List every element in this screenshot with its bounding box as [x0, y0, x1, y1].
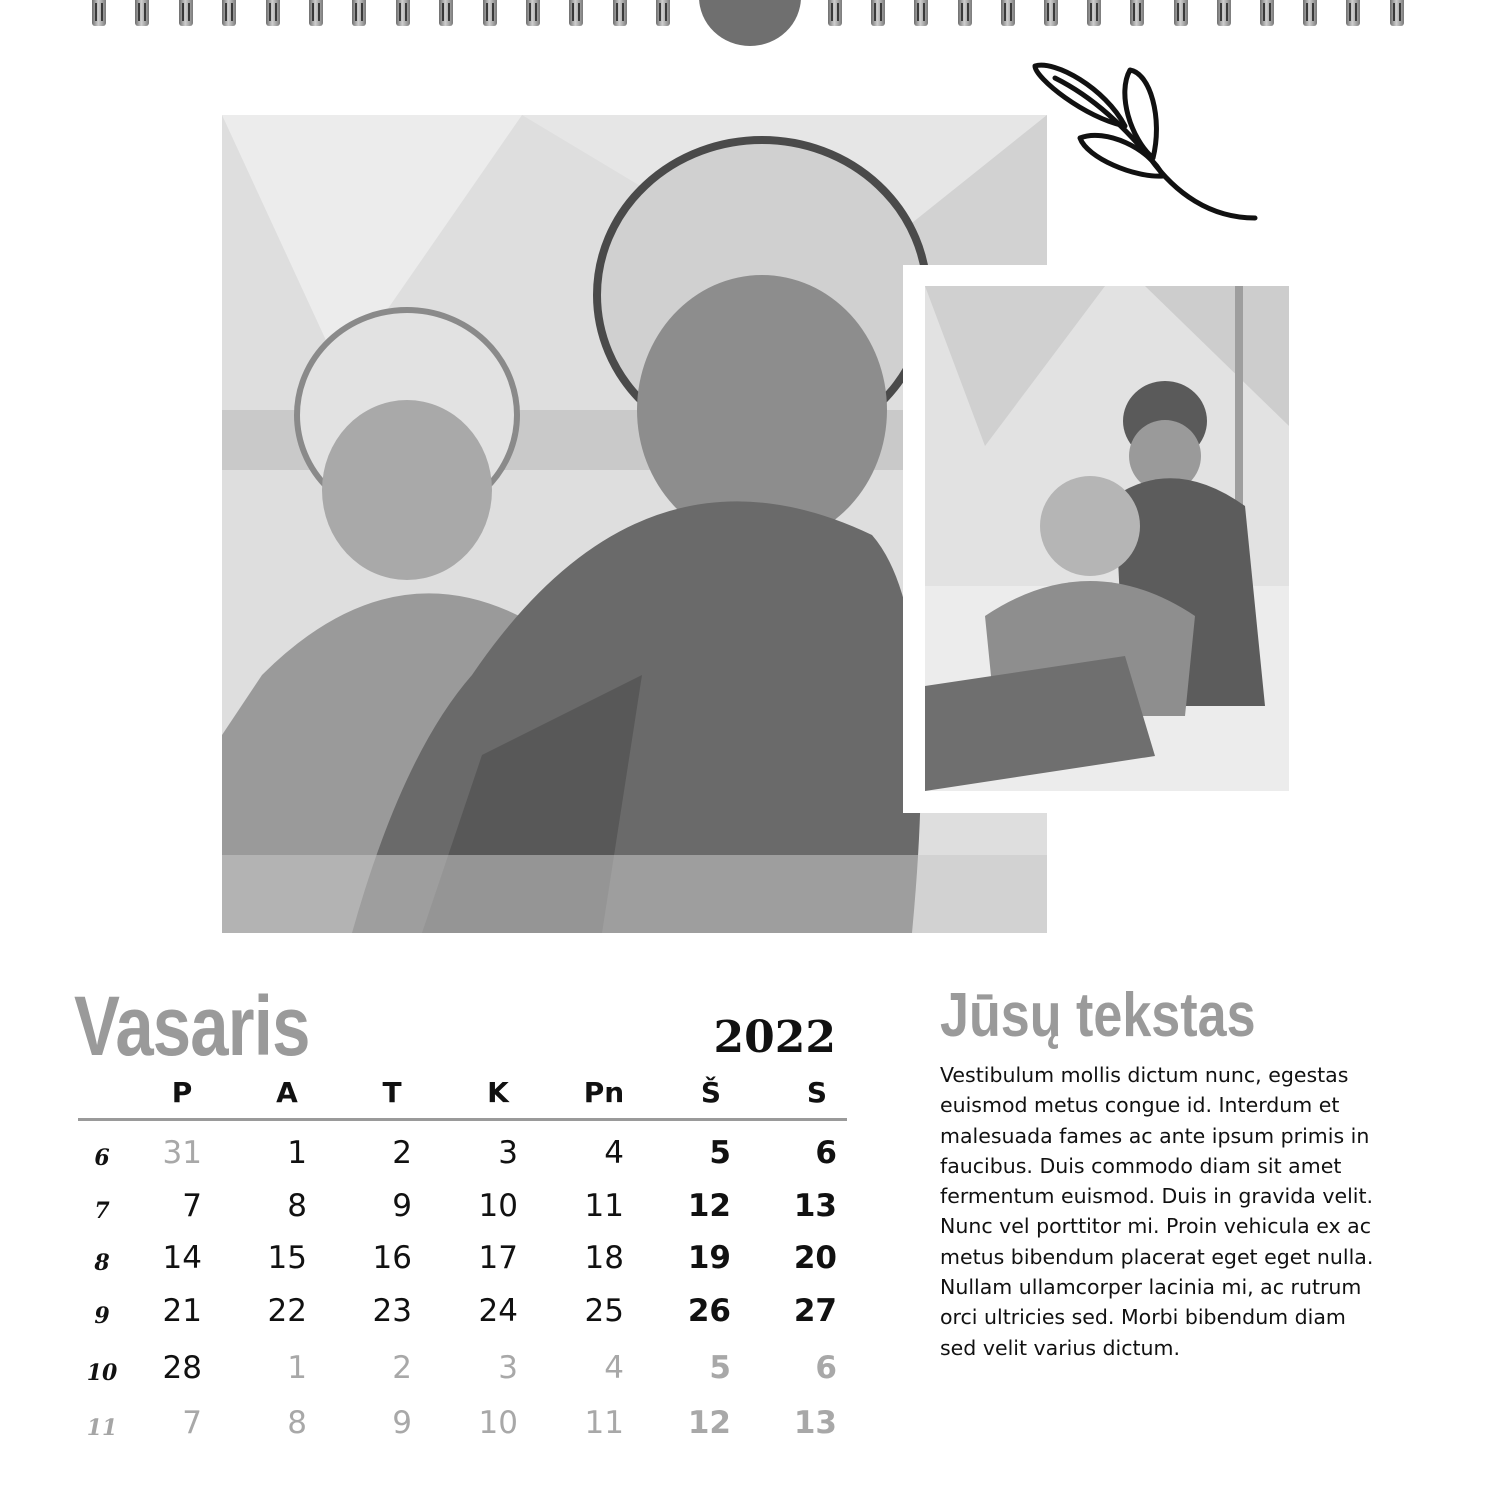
week-number: 9 — [94, 1303, 110, 1329]
binding-ring — [828, 0, 842, 26]
binding-ring — [439, 0, 453, 26]
binding-ring — [1260, 0, 1274, 26]
day-cell: 10 — [478, 1405, 518, 1441]
week-row — [0, 1238, 900, 1288]
binding-ring — [1174, 0, 1188, 26]
day-cell: 19 — [687, 1240, 731, 1276]
side-text-title: Jūsų tekstas — [940, 981, 1256, 1050]
week-row — [0, 1348, 900, 1398]
hanger-hole — [699, 0, 801, 46]
binding-ring — [396, 0, 410, 26]
day-cell: 10 — [478, 1188, 518, 1224]
week-row — [0, 1403, 900, 1453]
day-cell: 14 — [162, 1240, 202, 1276]
day-cell: 5 — [709, 1135, 731, 1171]
binding-ring — [958, 0, 972, 26]
binding-ring — [1130, 0, 1144, 26]
weekday-label: A — [276, 1076, 298, 1109]
binding-ring — [1390, 0, 1404, 26]
weekday-label: P — [171, 1076, 193, 1109]
binding-ring — [483, 0, 497, 26]
binding-ring — [179, 0, 193, 26]
binding-ring — [1044, 0, 1058, 26]
day-cell: 12 — [687, 1405, 731, 1441]
weekday-label: K — [487, 1076, 509, 1109]
week-row — [0, 1133, 900, 1183]
day-cell: 23 — [372, 1293, 412, 1329]
day-cell: 16 — [372, 1240, 412, 1276]
binding-ring — [526, 0, 540, 26]
binding-ring — [1087, 0, 1101, 26]
weekday-label: S — [806, 1076, 828, 1109]
day-cell: 13 — [793, 1188, 837, 1224]
week-number: 6 — [94, 1145, 110, 1171]
day-cell: 24 — [478, 1293, 518, 1329]
binding-ring — [1346, 0, 1360, 26]
day-cell: 12 — [687, 1188, 731, 1224]
day-cell: 8 — [287, 1405, 307, 1441]
binding-ring — [1217, 0, 1231, 26]
side-photo — [925, 286, 1289, 791]
day-cell: 15 — [267, 1240, 307, 1276]
weekday-label: Š — [700, 1076, 722, 1109]
binding-ring — [92, 0, 106, 26]
day-cell: 1 — [287, 1350, 307, 1386]
binding-ring — [222, 0, 236, 26]
week-number: 10 — [86, 1360, 118, 1386]
day-cell: 22 — [267, 1293, 307, 1329]
day-cell: 13 — [793, 1405, 837, 1441]
binding-ring — [135, 0, 149, 26]
month-title: Vasaris — [74, 979, 310, 1073]
binding-ring — [266, 0, 280, 26]
day-cell: 4 — [604, 1135, 624, 1171]
spiral-binding — [0, 0, 1500, 50]
day-cell: 6 — [815, 1350, 837, 1386]
week-number: 7 — [94, 1198, 110, 1224]
week-row — [0, 1291, 900, 1341]
header-divider — [78, 1118, 847, 1121]
binding-ring — [1001, 0, 1015, 26]
day-cell: 5 — [709, 1350, 731, 1386]
binding-ring — [871, 0, 885, 26]
day-cell: 28 — [162, 1350, 202, 1386]
binding-ring — [352, 0, 366, 26]
leaf-branch-icon — [1025, 58, 1265, 228]
week-row — [0, 1186, 900, 1236]
binding-ring — [656, 0, 670, 26]
day-cell: 25 — [584, 1293, 624, 1329]
day-cell: 20 — [793, 1240, 837, 1276]
binding-ring — [569, 0, 583, 26]
day-cell: 31 — [162, 1135, 202, 1171]
day-cell: 2 — [392, 1350, 412, 1386]
day-cell: 17 — [478, 1240, 518, 1276]
day-cell: 9 — [392, 1405, 412, 1441]
year-label: 2022 — [713, 1012, 836, 1063]
day-cell: 21 — [162, 1293, 202, 1329]
week-number: 8 — [94, 1250, 110, 1276]
side-text-body: Vestibulum mollis dictum nunc, egestas euismod metus congue id. Interdum et malesuada fames ac ante ipsum primis in faucibus. Duis commodo diam sit amet fermentum euismod. Duis in gravida velit. Nunc vel porttitor mi. Proin vehicula ex ac metus bibendum placerat eget eget nulla. Nullam ullamcorper lacinia mi, ac rutrum orci ultricies sed. Morbi bibendum diam sed velit varius dictum. — [940, 1063, 1374, 1360]
binding-ring — [1303, 0, 1317, 26]
weekday-label: T — [382, 1076, 402, 1109]
week-number: 11 — [86, 1415, 118, 1441]
day-cell: 3 — [498, 1350, 518, 1386]
day-cell: 18 — [584, 1240, 624, 1276]
day-cell: 27 — [793, 1293, 837, 1329]
day-cell: 3 — [498, 1135, 518, 1171]
day-cell: 7 — [182, 1405, 202, 1441]
day-cell: 11 — [584, 1405, 624, 1441]
day-cell: 4 — [604, 1350, 624, 1386]
binding-ring — [914, 0, 928, 26]
day-cell: 6 — [815, 1135, 837, 1171]
day-cell: 26 — [687, 1293, 731, 1329]
binding-ring — [309, 0, 323, 26]
day-cell: 2 — [392, 1135, 412, 1171]
weekday-label: Pn — [583, 1076, 625, 1109]
binding-ring — [613, 0, 627, 26]
day-cell: 7 — [182, 1188, 202, 1224]
day-cell: 8 — [287, 1188, 307, 1224]
day-cell: 1 — [287, 1135, 307, 1171]
weekday-header — [0, 1075, 900, 1115]
day-cell: 9 — [392, 1188, 412, 1224]
day-cell: 11 — [584, 1188, 624, 1224]
